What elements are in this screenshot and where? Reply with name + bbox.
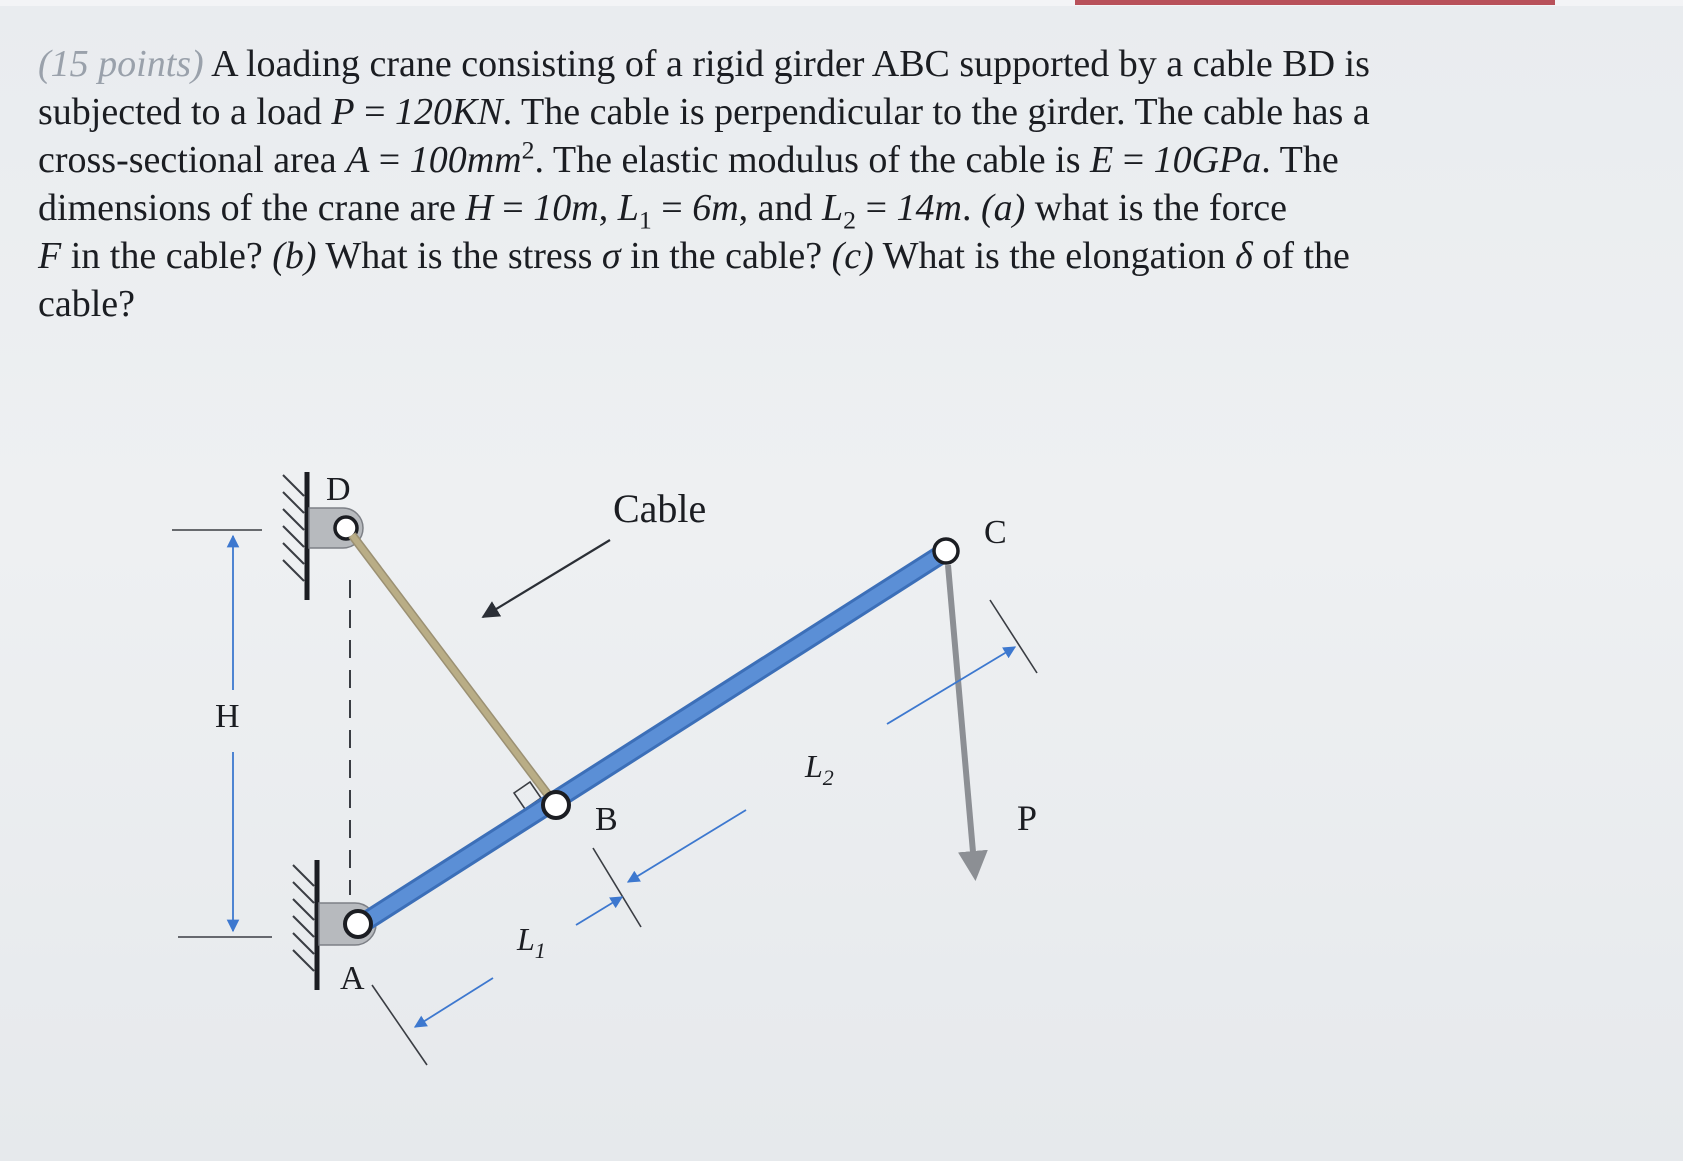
var-sigma: σ (601, 235, 621, 277)
problem-text-3c: . The (1261, 139, 1339, 181)
label-A: A (340, 960, 365, 997)
var-L1: L (617, 187, 639, 229)
var-L2-subscript: 2 (843, 205, 857, 235)
eq-sign: = (354, 91, 396, 133)
load-arrow-P (948, 565, 975, 875)
comma: , (598, 187, 618, 229)
height-value: 10m (533, 187, 599, 229)
pin-A (345, 911, 371, 937)
pin-C (934, 539, 958, 563)
area-value: 100mm (409, 139, 522, 181)
pin-B (543, 792, 569, 818)
var-P: P (331, 91, 355, 133)
eq-sign: = (651, 187, 693, 229)
eq-sign: = (856, 187, 897, 229)
problem-text-5a: in the cable? (70, 235, 263, 277)
modulus-value: 10GPa (1153, 139, 1262, 181)
points-label: (15 points) (38, 43, 204, 85)
var-E: E (1089, 139, 1114, 181)
problem-text-5b: What is the stress (325, 235, 593, 277)
problem-text-3b: . The elastic modulus of the cable is (534, 139, 1081, 181)
eq-sign: = (369, 139, 410, 181)
problem-text-4a: dimensions of the crane are (38, 187, 456, 229)
var-delta: δ (1235, 235, 1253, 277)
dimension-L2 (628, 600, 1037, 882)
var-L2: L (822, 187, 844, 229)
label-B: B (595, 801, 618, 838)
label-L1: $L_1$ (517, 921, 546, 963)
problem-text-4b: what is the force (1034, 187, 1287, 229)
problem-text-5c: in the cable? (630, 235, 823, 277)
cable-pointer-arrow (483, 540, 610, 617)
l2-value: 14m (896, 187, 962, 229)
var-H: H (465, 187, 493, 229)
var-F: F (38, 235, 62, 277)
problem-text-2a: subjected to a load (38, 91, 322, 133)
problem-text-5e: of the (1262, 235, 1350, 277)
problem-text-6: cable? (38, 283, 136, 325)
question-c-label: (c) (831, 235, 874, 277)
problem-text-2b: . The cable is perpendicular to the girder. The cable has a (502, 91, 1370, 133)
eq-sign: = (1113, 139, 1154, 181)
problem-text-5d: What is the elongation (882, 235, 1226, 277)
question-b-label: (b) (272, 235, 317, 277)
problem-text-1: A loading crane consisting of a rigid girder ABC supported by a cable BD is (211, 43, 1370, 85)
label-L2: $L_2$ (805, 748, 834, 790)
load-value: 120KN (395, 91, 503, 133)
label-D: D (326, 471, 351, 508)
var-L1-subscript: 1 (638, 205, 652, 235)
problem-text-and: , and (738, 187, 813, 229)
label-P: P (1017, 798, 1038, 838)
label-C: C (984, 514, 1007, 551)
area-exponent: 2 (521, 135, 535, 165)
period: . (961, 187, 972, 229)
var-A: A (346, 139, 370, 181)
label-H: H (215, 698, 240, 735)
l1-value: 6m (692, 187, 739, 229)
problem-text-3a: cross-sectional area (38, 139, 337, 181)
label-cable: Cable (613, 486, 707, 531)
eq-sign: = (492, 187, 534, 229)
question-a-label: (a) (980, 187, 1026, 229)
